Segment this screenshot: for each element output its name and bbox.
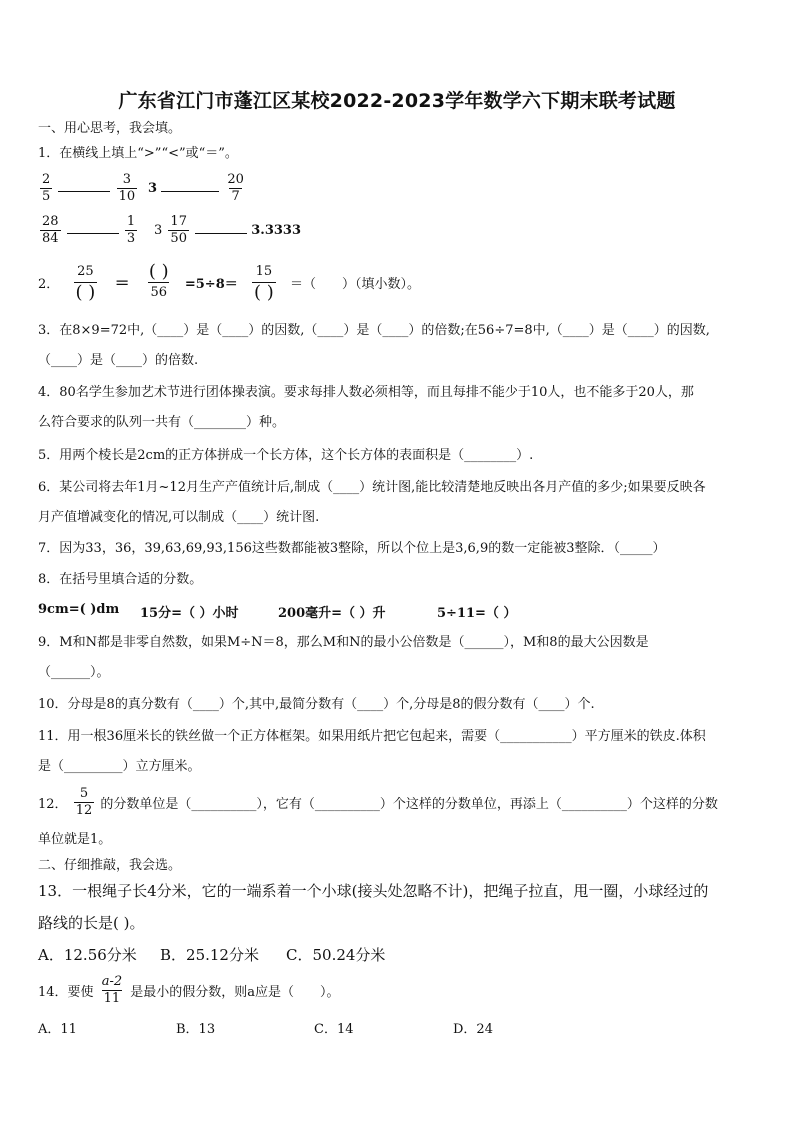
q14-option-b[interactable]: B．13	[176, 1022, 216, 1037]
question-4-line-2: 么符合要求的队列一共有（________）种。	[38, 415, 286, 430]
question-6-line-2: 月产值增减变化的情况,可以制成（____）统计图.	[38, 510, 320, 525]
question-6-line-1: 6．某公司将去年1月~12月生产产值统计后,制成（____）统计图,能比较清楚地反映出各月产值的多少;如果要反映各	[38, 480, 706, 495]
fraction: $\frac{3}{10}$	[118, 172, 136, 204]
question-10: 10．分母是8的真分数有（____）个,其中,最简分数有（____）个,分母是8的假分数有（____）个.	[38, 697, 595, 712]
q8-item-4: 5÷11=（ ）	[437, 606, 517, 621]
question-3-line-2: （____）是（____）的倍数.	[38, 353, 199, 368]
q1-row2-left	[38, 214, 139, 247]
q14-option-c[interactable]: C．14	[314, 1022, 354, 1037]
question-14: 14．要使 $\frac{a-2}{11}$ 是最小的假分数，则a应是（ ）。	[38, 974, 340, 1006]
question-13-line-2: 路线的长是( )。	[38, 914, 145, 932]
answer-blank[interactable]	[67, 233, 119, 234]
question-8-stem: 8．在括号里填合适的分数。	[38, 572, 203, 587]
question-13-line-1: 13．一根绳子长4分米，它的一端系着一个小球(接头处忽略不计)，把绳子拉直，甩一圈，小球经过的	[38, 882, 709, 900]
q8-item-2: 15分=（ ）小时	[140, 606, 239, 621]
question-5: 5．用两个棱长是2cm的正方体拼成一个长方体，这个长方体的表面积是（________）.	[38, 448, 534, 463]
q14-option-d[interactable]: D．24	[453, 1022, 493, 1037]
q1-row1-left	[38, 172, 139, 205]
question-3-line-1: 3．在8×9=72中,（____）是（____）的因数,（____）是（____）的倍数;在56÷7=8中,（____）是（____）的因数,	[38, 323, 710, 338]
question-12-line-2: 单位就是1。	[38, 832, 112, 847]
fraction: $\frac{15}{( )}$	[254, 264, 274, 303]
answer-blank[interactable]	[161, 191, 219, 192]
fraction: $\frac{28}{84}$	[42, 214, 59, 246]
q14-option-a[interactable]: A．11	[38, 1022, 77, 1037]
fraction: $\frac{20}{7}$	[227, 172, 244, 204]
fraction: $\frac{2}{5}$	[42, 172, 51, 204]
question-1-stem: 1．在横线上填上“>”“<”或“＝”。	[38, 146, 238, 161]
question-4-line-1: 4．80名学生参加艺术节进行团体操表演。要求每排人数必须相等，而且每排不能少于10人，也不能多于20人，那	[38, 385, 694, 400]
question-7: 7．因为33，36，39,63,69,93,156这些数都能被3整除，所以个位上是3,6,9的数一定能被3整除．（_____）	[38, 541, 666, 556]
q1-row1-right: 3 $\frac{20}{7}$	[148, 172, 244, 204]
q8-item-1: 9cm=( )dm	[38, 602, 120, 617]
section-2-heading: 二、仔细推敲，我会选。	[38, 858, 182, 873]
fraction: $\frac{a-2}{11}$	[101, 974, 123, 1006]
q13-option-b[interactable]: B．25.12分米	[160, 946, 259, 964]
exam-title: 广东省江门市蓬江区某校2022-2023学年数学六下期末联考试题	[118, 90, 676, 112]
fraction: $\frac{25}{( )}$	[75, 264, 96, 303]
q8-item-3: 200毫升=（ ）升	[278, 606, 386, 621]
question-11-line-1: 11．用一根36厘米长的铁丝做一个正方体框架。如果用纸片把它包起来，需要（___________）平方厘米的铁皮.体积	[38, 729, 706, 744]
question-2: 2． $\frac{25}{( )}$ ＝ $\frac{( )}{56}$ =5÷8＝ $\frac{15}{( )}$ ＝（ ）（填小数）。	[38, 261, 421, 303]
fraction: $\frac{5}{12}$	[75, 786, 93, 818]
section-1-heading: 一、用心思考，我会填。	[38, 121, 182, 136]
fraction: $\frac{1}{3}$	[126, 214, 136, 246]
q1-row2-right: 3 $\frac{17}{50}$ 3.3333	[154, 214, 302, 246]
question-9-line-1: 9．M和N都是非零自然数，如果M÷N＝8，那么M和N的最小公倍数是（______），M和8的最大公因数是	[38, 635, 649, 650]
answer-blank[interactable]	[58, 191, 110, 192]
question-9-line-2: （______）。	[38, 665, 110, 680]
fraction: $\frac{17}{50}$	[170, 214, 187, 246]
question-11-line-2: 是（_________）立方厘米。	[38, 759, 201, 774]
answer-blank[interactable]	[195, 233, 247, 234]
q13-option-a[interactable]: A．12.56分米	[38, 946, 137, 964]
q13-option-c[interactable]: C．50.24分米	[286, 946, 386, 964]
question-12-line-1: 12． $\frac{5}{12}$ 的分数单位是（__________），它有（__________）个这样的分数单位，再添上（__________）个这样的分数	[38, 786, 718, 818]
fraction: $\frac{( )}{56}$	[139, 262, 179, 303]
